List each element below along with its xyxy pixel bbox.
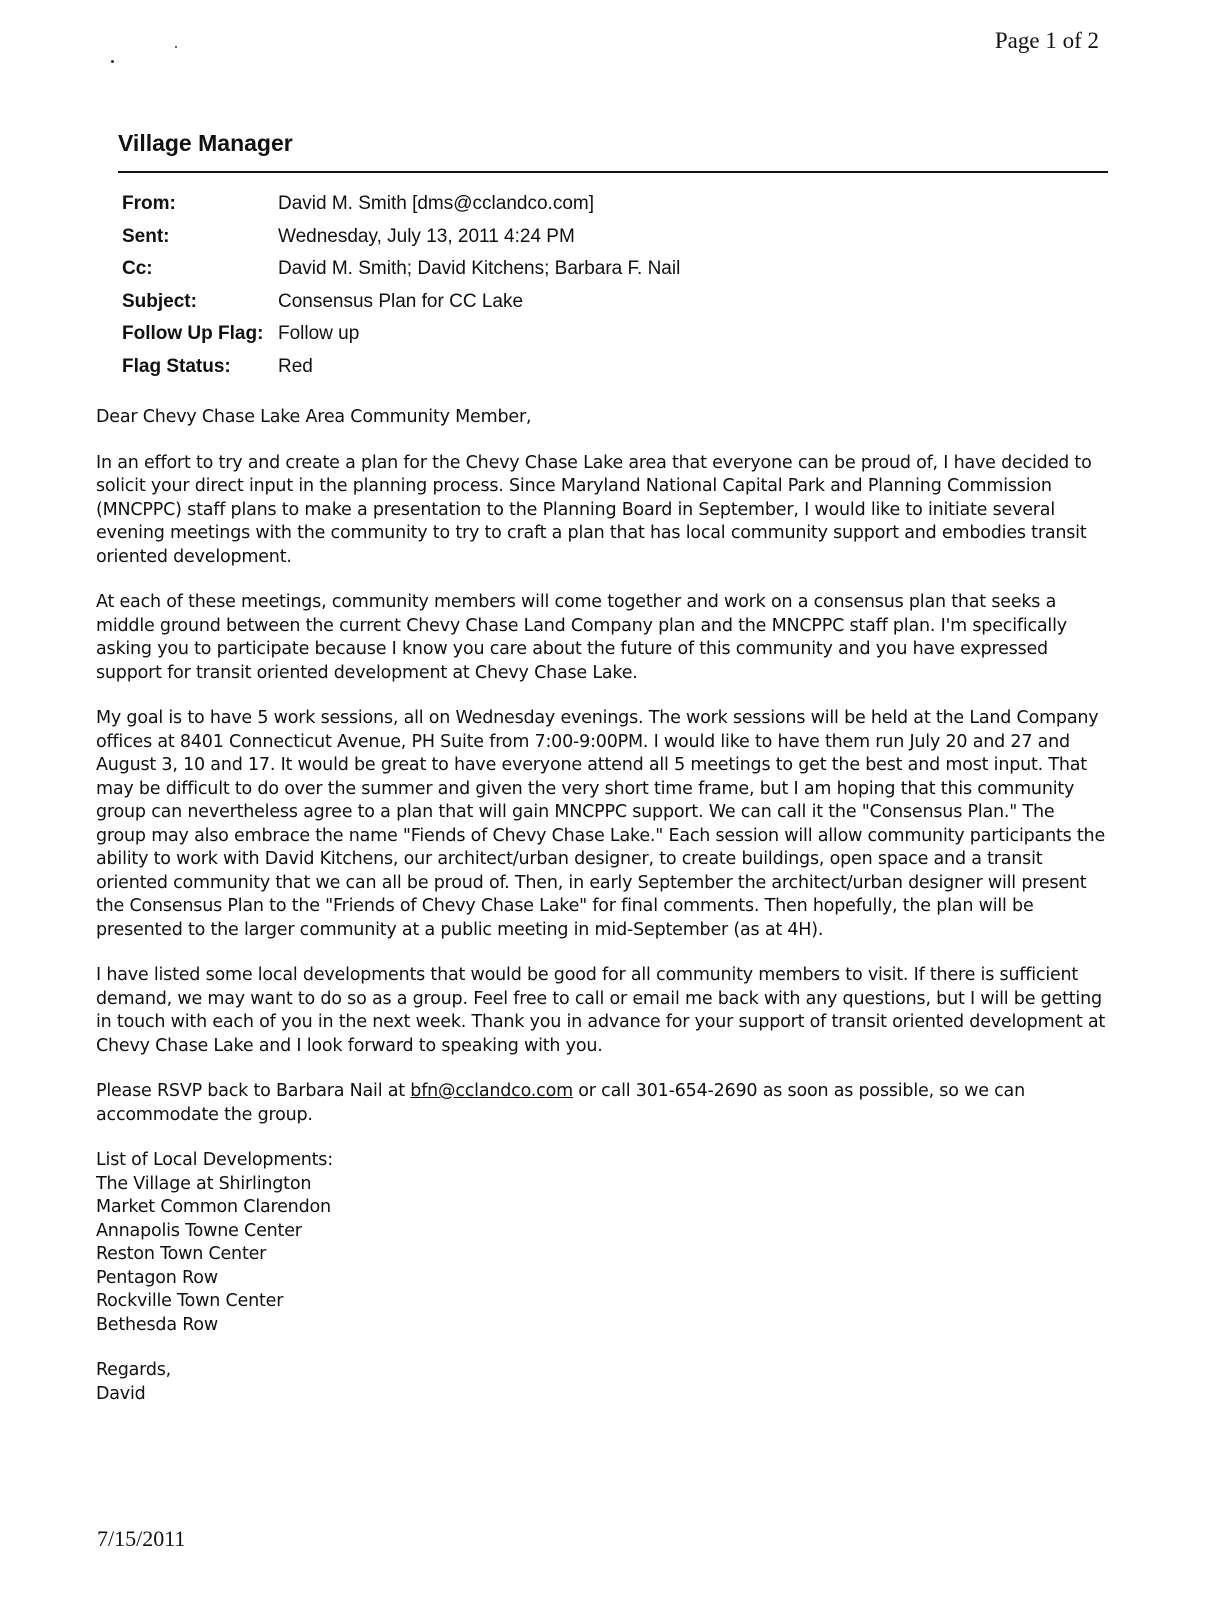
meta-label-flag-status: Flag Status: [122, 355, 231, 377]
meta-value-from: David M. Smith [dms@cclandco.com] [278, 193, 594, 215]
paragraph-rsvp [96, 1080, 1106, 1127]
signature: David [96, 1383, 146, 1404]
meta-row-cc [122, 253, 680, 286]
footer-date: 7/15/2011 [97, 1526, 186, 1551]
list-item: Pentagon Row [96, 1267, 218, 1288]
scan-speck [111, 60, 114, 63]
list-item: Market Common Clarendon [96, 1197, 331, 1217]
meta-row-follow-up-flag [122, 318, 680, 351]
developments-list [96, 1149, 1106, 1337]
closing: Regards, [96, 1360, 172, 1380]
paragraph-planning-intro: In an effort to try and create a plan for the Chevy Chase Lake area that everyone can be proud of, I have decided to solicit your direct input in the planning process. Since Maryland National Capital Park and Planning Commission (MNCPPC) staff plans to make a presentation to the Planning Board in September, I would like to initiate several evening meetings with the community to try to craft a plan that has local community support and embodies transit oriented development. [96, 452, 1092, 567]
header-rule [118, 171, 1108, 173]
list-item: Annapolis Towne Center [96, 1220, 302, 1241]
meta-label-sent: Sent: [122, 225, 170, 247]
meta-value-subject: Consensus Plan for CC Lake [278, 290, 524, 312]
paragraph-work-sessions: My goal is to have 5 work sessions, all on Wednesday evenings. The work sessions will be held at the Land Company offices at 8401 Connecticut Avenue, PH Suite from 7:00-9:00PM. I would like to have them run July 20 and 27 and August 3, 10 and 17. It would be great to have everyone attend all 5 meetings to get the best and most input. That may be difficult to do over the summer and given the very short time frame, but I am hoping that this community group can nevertheless agree to a plan that will gain MNCPPC support. We can call it the "Consensus Plan." The group may also embrace the name "Fiends of Chevy Chase Lake." Each session will allow community participants the ability to work with David Kitchens, our architect/urban designer, to create buildings, open space and a transit oriented community that we can all be proud of. Then, in early September the architect/urban designer will present the Consensus Plan to the "Friends of Chevy Chase Lake" for final comments. Then hopefully, the plan will be presented to the larger community at a public meeting in mid-September (as at 4H). [96, 708, 1106, 940]
greeting: Dear Chevy Chase Lake Area Community Member, [96, 407, 532, 427]
list-item: Bethesda Row [96, 1314, 218, 1335]
meta-value-cc: David M. Smith; David Kitchens; Barbara F. Nail [278, 258, 681, 280]
paragraph-local-developments: I have listed some local developments that would be good for all community members to visit. If there is sufficient demand, we may want to do so as a group. Feel free to call or email me back with any questions, but I will be getting in touch with each of you in the next week. Thank you in advance for your support of transit oriented development at Chevy Chase Lake and I look forward to speaking with you. [96, 965, 1106, 1056]
email-body [96, 406, 1106, 1406]
meta-value-sent: Wednesday, July 13, 2011 4:24 PM [278, 225, 575, 247]
meta-row-sent [122, 221, 680, 254]
paragraph-consensus-plan: At each of these meetings, community members will come together and work on a consensus plan that seeks a middle ground between the current Chevy Chase Land Company plan and the MNCPPC staff plan. I'm specifically asking you to participate because I know you care about the future of this community and you have expressed support for transit oriented development at Chevy Chase Lake. [96, 592, 1067, 683]
meta-value-flag-status: Red [278, 355, 313, 377]
developments-list-heading: List of Local Developments: [96, 1150, 333, 1170]
list-item: The Village at Shirlington [96, 1173, 312, 1194]
meta-row-from [122, 188, 680, 221]
meta-label-follow-up-flag: Follow Up Flag: [122, 323, 264, 345]
rsvp-text-before: Please RSVP back to Barbara Nail at [96, 1081, 411, 1101]
meta-label-cc: Cc: [122, 258, 153, 280]
list-item: Reston Town Center [96, 1244, 267, 1264]
meta-row-flag-status [122, 351, 680, 384]
page-number: Page 1 of 2 [994, 28, 1099, 53]
meta-label-from: From: [122, 193, 176, 215]
meta-label-subject: Subject: [122, 290, 197, 312]
meta-row-subject [122, 286, 680, 319]
scan-speck [175, 46, 177, 48]
email-metadata [122, 188, 680, 383]
rsvp-text-after: or call 301-654-2690 as soon as possible, so we can accommodate the group. [96, 1081, 1025, 1125]
rsvp-email-link[interactable]: bfn@cclandco.com [410, 1081, 573, 1101]
list-item: Rockville Town Center [96, 1291, 284, 1311]
header-title: Village Manager [118, 130, 293, 156]
meta-value-follow-up-flag: Follow up [278, 323, 360, 345]
